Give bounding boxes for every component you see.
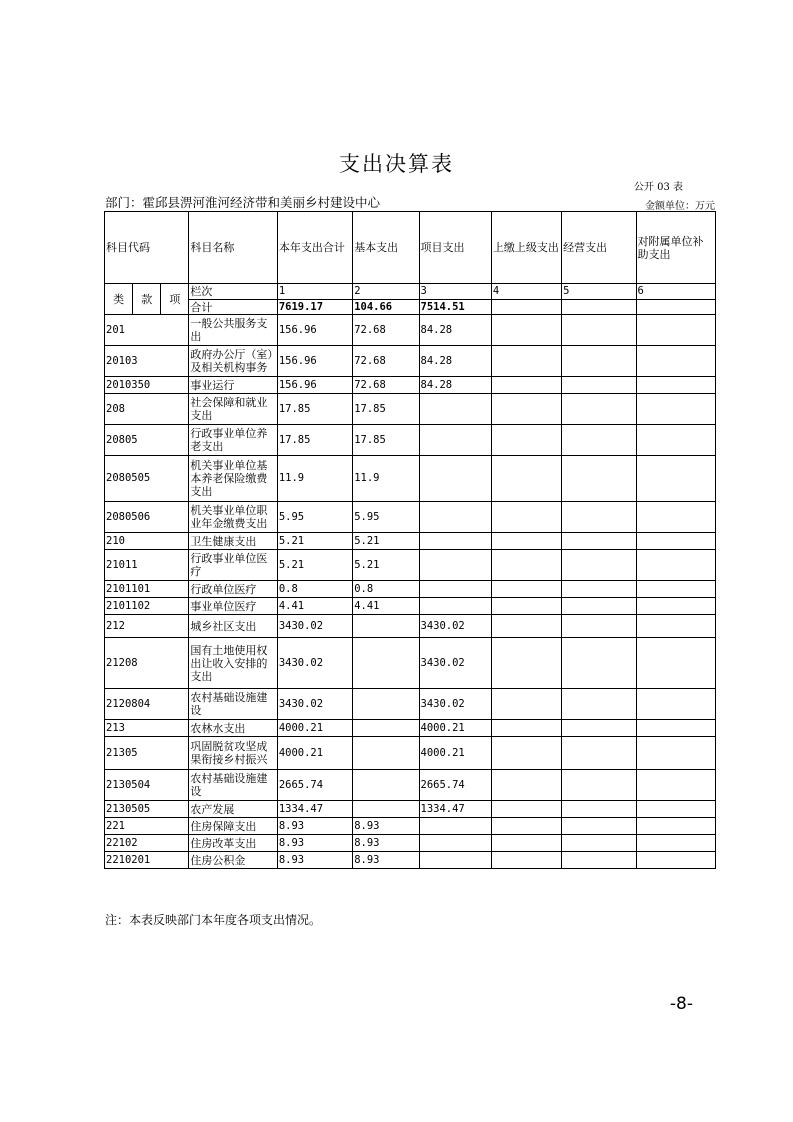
row-subsidiary (636, 720, 715, 737)
row-subsidiary (636, 598, 715, 615)
row-operating (562, 835, 636, 852)
row-remit (491, 394, 561, 425)
row-operating (562, 425, 636, 456)
table-row (105, 818, 716, 835)
row-operating (562, 720, 636, 737)
row-subsidiary (636, 394, 715, 425)
row-project (419, 818, 491, 835)
row-name: 社会保障和就业支出 (189, 394, 277, 425)
row-basic (353, 801, 419, 818)
header-lanci: 栏次 (189, 284, 277, 300)
row-name: 巩固脱贫攻坚成果衔接乡村振兴 (189, 737, 277, 770)
table-row (105, 550, 716, 581)
row-name: 行政事业单位医疗 (189, 550, 277, 581)
row-basic: 5.95 (353, 502, 419, 533)
row-code: 2080506 (105, 502, 189, 533)
row-code: 212 (105, 615, 189, 638)
row-operating (562, 801, 636, 818)
row-operating (562, 615, 636, 638)
row-operating (562, 394, 636, 425)
row-project: 3430.02 (419, 689, 491, 720)
row-name: 农村基础设施建设 (189, 689, 277, 720)
row-total: 0.8 (277, 581, 352, 598)
row-name: 城乡社区支出 (189, 615, 277, 638)
row-operating (562, 502, 636, 533)
row-code: 21011 (105, 550, 189, 581)
row-operating (562, 598, 636, 615)
row-code: 21208 (105, 638, 189, 689)
row-subsidiary (636, 835, 715, 852)
table-row (105, 852, 716, 869)
table-row (105, 394, 716, 425)
row-basic: 17.85 (353, 394, 419, 425)
expenditure-table (104, 211, 716, 869)
row-subsidiary (636, 638, 715, 689)
col-index-6: 6 (636, 284, 715, 300)
table-row (105, 581, 716, 598)
row-name: 事业单位医疗 (189, 598, 277, 615)
row-project: 84.28 (419, 377, 491, 394)
form-number: 公开 03 表 (633, 182, 683, 193)
row-code: 20805 (105, 425, 189, 456)
row-code: 2210201 (105, 852, 189, 869)
row-total: 17.85 (277, 394, 352, 425)
header-lei: 类 (105, 284, 133, 315)
table-row (105, 377, 716, 394)
row-project (419, 425, 491, 456)
row-basic: 8.93 (353, 835, 419, 852)
row-total: 11.9 (277, 456, 352, 502)
row-remit (491, 801, 561, 818)
row-basic: 11.9 (353, 456, 419, 502)
table-row (105, 689, 716, 720)
row-project (419, 581, 491, 598)
page-number: -8- (669, 994, 693, 1014)
row-code: 21305 (105, 737, 189, 770)
total-sum: 7619.17 (277, 300, 352, 315)
row-name: 机关事业单位基本养老保险缴费支出 (189, 456, 277, 502)
row-total: 8.93 (277, 835, 352, 852)
row-remit (491, 502, 561, 533)
row-name: 农产发展 (189, 801, 277, 818)
col-index-4: 4 (491, 284, 561, 300)
header-project: 项目支出 (419, 212, 491, 284)
row-operating (562, 818, 636, 835)
row-code: 2120804 (105, 689, 189, 720)
row-subsidiary (636, 615, 715, 638)
row-name: 事业运行 (189, 377, 277, 394)
table-row (105, 598, 716, 615)
department-label: 部门：霍邱县淠河淮河经济带和美丽乡村建设中心 (105, 195, 381, 210)
row-code: 2130504 (105, 770, 189, 801)
row-project (419, 550, 491, 581)
row-total: 17.85 (277, 425, 352, 456)
row-code: 22102 (105, 835, 189, 852)
row-total: 5.21 (277, 533, 352, 550)
row-remit (491, 598, 561, 615)
row-operating (562, 852, 636, 869)
total-basic: 104.66 (353, 300, 419, 315)
row-total: 156.96 (277, 377, 352, 394)
row-subsidiary (636, 346, 715, 377)
row-basic: 72.68 (353, 315, 419, 346)
row-basic (353, 720, 419, 737)
table-row (105, 533, 716, 550)
row-operating (562, 737, 636, 770)
row-name: 一般公共服务支出 (189, 315, 277, 346)
row-basic: 72.68 (353, 377, 419, 394)
table-row (105, 346, 716, 377)
row-subsidiary (636, 852, 715, 869)
row-project: 3430.02 (419, 638, 491, 689)
row-subsidiary (636, 818, 715, 835)
total-operating (562, 300, 636, 315)
row-basic (353, 737, 419, 770)
total-label: 合计 (189, 300, 277, 315)
row-basic: 8.93 (353, 852, 419, 869)
row-name: 机关事业单位职业年金缴费支出 (189, 502, 277, 533)
row-remit (491, 689, 561, 720)
row-total: 156.96 (277, 315, 352, 346)
row-name: 国有土地使用权出让收入安排的支出 (189, 638, 277, 689)
row-subsidiary (636, 502, 715, 533)
header-subsidiary: 对附属单位补助支出 (636, 212, 715, 284)
table-row (105, 770, 716, 801)
row-remit (491, 615, 561, 638)
row-code: 201 (105, 315, 189, 346)
row-project (419, 533, 491, 550)
table-row (105, 801, 716, 818)
table-row (105, 638, 716, 689)
col-index-3: 3 (419, 284, 491, 300)
row-project (419, 835, 491, 852)
row-project (419, 394, 491, 425)
row-name: 住房公积金 (189, 852, 277, 869)
row-remit (491, 638, 561, 689)
header-name: 科目名称 (189, 212, 277, 284)
row-total: 156.96 (277, 346, 352, 377)
row-project: 84.28 (419, 346, 491, 377)
col-index-5: 5 (562, 284, 636, 300)
table-row (105, 737, 716, 770)
table-row (105, 720, 716, 737)
table-row (105, 456, 716, 502)
row-operating (562, 533, 636, 550)
row-total: 4000.21 (277, 737, 352, 770)
row-code: 2101102 (105, 598, 189, 615)
header-code: 科目代码 (105, 212, 189, 284)
row-subsidiary (636, 425, 715, 456)
row-basic (353, 689, 419, 720)
row-remit (491, 770, 561, 801)
table-row (105, 835, 716, 852)
row-project (419, 598, 491, 615)
table-row (105, 425, 716, 456)
row-total: 3430.02 (277, 638, 352, 689)
row-total: 3430.02 (277, 689, 352, 720)
row-remit (491, 852, 561, 869)
row-total: 2665.74 (277, 770, 352, 801)
table-row (105, 502, 716, 533)
header-basic: 基本支出 (353, 212, 419, 284)
row-operating (562, 770, 636, 801)
row-subsidiary (636, 737, 715, 770)
row-remit (491, 835, 561, 852)
row-operating (562, 689, 636, 720)
row-remit (491, 581, 561, 598)
row-project: 2665.74 (419, 770, 491, 801)
row-subsidiary (636, 801, 715, 818)
row-operating (562, 581, 636, 598)
row-total: 3430.02 (277, 615, 352, 638)
row-subsidiary (636, 550, 715, 581)
row-subsidiary (636, 377, 715, 394)
row-name: 农林水支出 (189, 720, 277, 737)
row-total: 5.21 (277, 550, 352, 581)
row-basic (353, 770, 419, 801)
row-remit (491, 550, 561, 581)
row-basic: 5.21 (353, 550, 419, 581)
unit-label: 金额单位：万元 (645, 201, 715, 212)
total-remit (491, 300, 561, 315)
row-operating (562, 315, 636, 346)
row-subsidiary (636, 581, 715, 598)
row-code: 2130505 (105, 801, 189, 818)
row-total: 5.95 (277, 502, 352, 533)
row-remit (491, 456, 561, 502)
row-basic (353, 615, 419, 638)
row-project (419, 502, 491, 533)
row-total: 1334.47 (277, 801, 352, 818)
table-row (105, 615, 716, 638)
row-remit (491, 737, 561, 770)
row-code: 20103 (105, 346, 189, 377)
row-subsidiary (636, 533, 715, 550)
total-subsidiary (636, 300, 715, 315)
row-operating (562, 638, 636, 689)
row-operating (562, 456, 636, 502)
row-name: 卫生健康支出 (189, 533, 277, 550)
row-remit (491, 720, 561, 737)
table-row (105, 315, 716, 346)
row-project: 4000.21 (419, 720, 491, 737)
row-code: 213 (105, 720, 189, 737)
row-code: 210 (105, 533, 189, 550)
row-project: 4000.21 (419, 737, 491, 770)
row-basic: 72.68 (353, 346, 419, 377)
row-name: 行政单位医疗 (189, 581, 277, 598)
row-operating (562, 550, 636, 581)
row-subsidiary (636, 315, 715, 346)
row-project: 1334.47 (419, 801, 491, 818)
header-kuan: 款 (133, 284, 161, 315)
row-name: 政府办公厅（室）及相关机构事务 (189, 346, 277, 377)
col-index-2: 2 (353, 284, 419, 300)
row-basic: 8.93 (353, 818, 419, 835)
col-index-1: 1 (277, 284, 352, 300)
row-name: 行政事业单位养老支出 (189, 425, 277, 456)
row-code: 2080505 (105, 456, 189, 502)
row-name: 住房改革支出 (189, 835, 277, 852)
row-basic: 4.41 (353, 598, 419, 615)
row-name: 住房保障支出 (189, 818, 277, 835)
row-name: 农村基础设施建设 (189, 770, 277, 801)
row-remit (491, 377, 561, 394)
row-project (419, 852, 491, 869)
header-remit: 上缴上级支出 (491, 212, 561, 284)
row-project (419, 456, 491, 502)
row-subsidiary (636, 456, 715, 502)
row-total: 4.41 (277, 598, 352, 615)
header-total: 本年支出合计 (277, 212, 352, 284)
row-code: 208 (105, 394, 189, 425)
row-subsidiary (636, 770, 715, 801)
row-operating (562, 346, 636, 377)
row-total: 8.93 (277, 818, 352, 835)
total-project: 7514.51 (419, 300, 491, 315)
row-remit (491, 346, 561, 377)
row-total: 8.93 (277, 852, 352, 869)
row-code: 2010350 (105, 377, 189, 394)
row-basic: 5.21 (353, 533, 419, 550)
row-subsidiary (636, 689, 715, 720)
row-project: 3430.02 (419, 615, 491, 638)
header-xiang: 项 (161, 284, 189, 315)
row-code: 221 (105, 818, 189, 835)
row-remit (491, 315, 561, 346)
row-basic: 0.8 (353, 581, 419, 598)
row-remit (491, 425, 561, 456)
row-remit (491, 533, 561, 550)
row-code: 2101101 (105, 581, 189, 598)
row-operating (562, 377, 636, 394)
row-remit (491, 818, 561, 835)
header-operating: 经营支出 (562, 212, 636, 284)
row-project: 84.28 (419, 315, 491, 346)
row-total: 4000.21 (277, 720, 352, 737)
footnote: 注：本表反映部门本年度各项支出情况。 (105, 913, 322, 927)
row-basic: 17.85 (353, 425, 419, 456)
page-title: 支出决算表 (339, 152, 454, 176)
row-basic (353, 638, 419, 689)
